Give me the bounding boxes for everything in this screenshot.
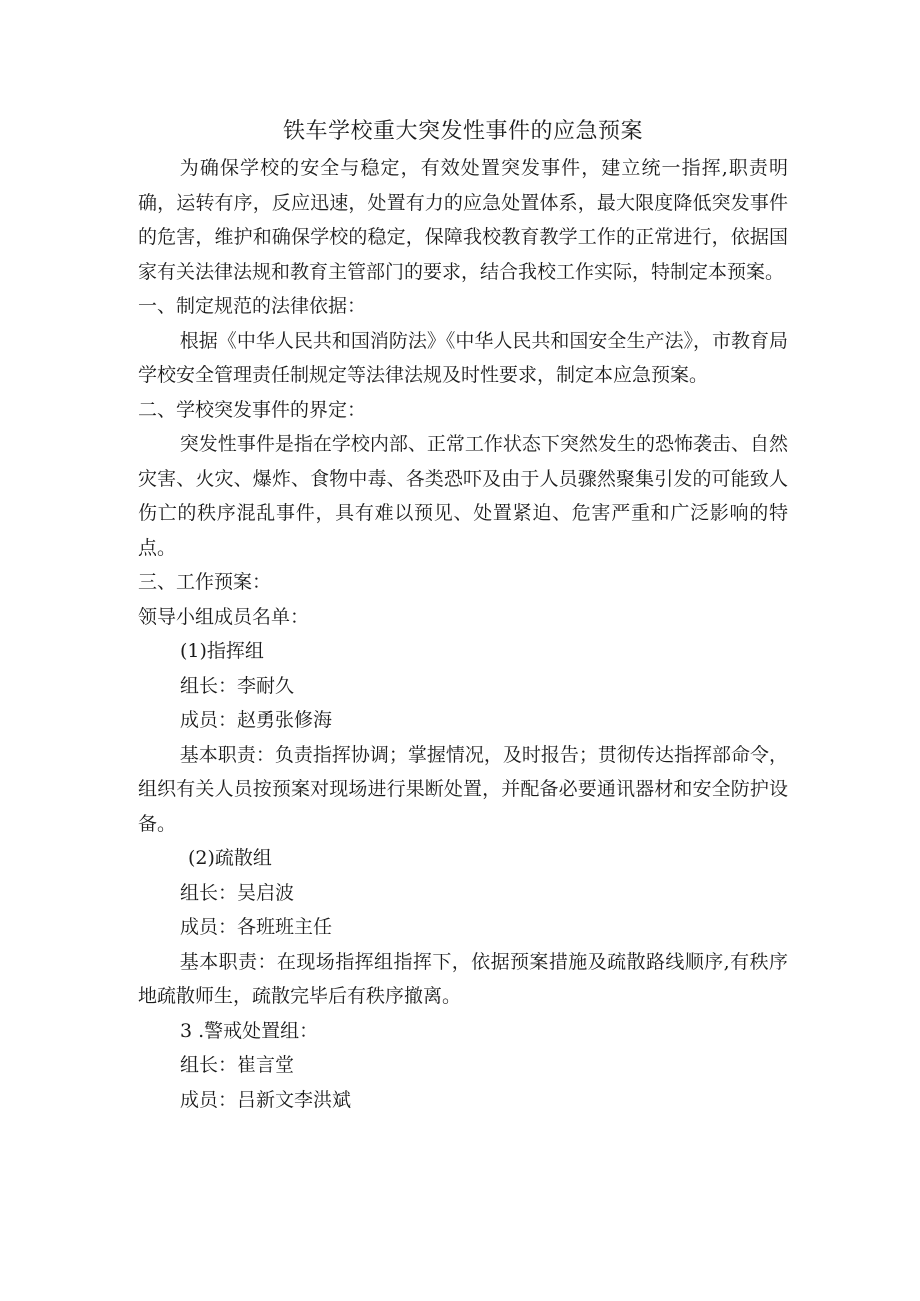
group-2-members: 成员：各班班主任 <box>180 916 333 938</box>
section-3-heading: 三、工作预案： <box>138 571 272 593</box>
section-1-heading: 一、制定规范的法律依据： <box>138 295 367 317</box>
group-1-members: 成员：赵勇张修海 <box>180 709 333 731</box>
section-2-text: 突发性事件是指在学校内部、正常工作状态下突然发生的恐怖袭击、自然灾害、火灾、爆炸、食物中毒、各类恐吓及由于人员骤然聚集引发的可能致人伤亡的秩序混乱事件，具有难以预见、处置紧迫、危害严重和广泛影响的特点。 <box>138 433 788 559</box>
group-1-leader: 组长：李耐久 <box>180 674 295 697</box>
group-3-members: 成员：吕新文李洪斌 <box>180 1088 352 1111</box>
intro-paragraph: 为确保学校的安全与稳定，有效处置突发事件，建立统一指挥,职责明确，运转有序，反应迅速，处置有力的应急处置体系，最大限度降低突发事件的危害，维护和确保学校的稳定，保障我校教育教学工作的正常进行，依据国家有关法律法规和教育主管部门的要求，结合我校工作实际，特制定本预案。 <box>138 157 788 283</box>
group-3-name: 3 .警戒处置组： <box>180 1019 319 1042</box>
group-2-leader: 组长：吴启波 <box>180 881 295 904</box>
group-2-duty: 基本职责：在现场指挥组指挥下，依据预案措施及疏散路线顺序,有秩序地疏散师生，疏散完毕后有秩序撤离。 <box>138 950 788 1007</box>
document-title: 铁车学校重大突发性事件的应急预案 <box>282 119 643 144</box>
group-3-leader: 组长：崔言堂 <box>180 1054 295 1076</box>
member-list-heading: 领导小组成员名单： <box>138 605 310 628</box>
group-1-duty: 基本职责：负责指挥协调；掌握情况，及时报告；贯彻传达指挥部命令，组织有关人员按预案对现场进行果断处置，并配备必要通讯器材和安全防护设备。 <box>138 743 788 835</box>
section-2-heading: 二、学校突发事件的界定： <box>138 398 367 421</box>
group-1-name: (1)指挥组 <box>180 640 264 662</box>
section-1-text: 根据《中华人民共和国消防法》《中华人民共和国安全生产法》，市教育局学校安全管理责任制规定等法律法规及时性要求，制定本应急预案。 <box>138 329 788 386</box>
group-2-name: (2)疏散组 <box>188 847 272 869</box>
document-body <box>138 151 788 1117</box>
